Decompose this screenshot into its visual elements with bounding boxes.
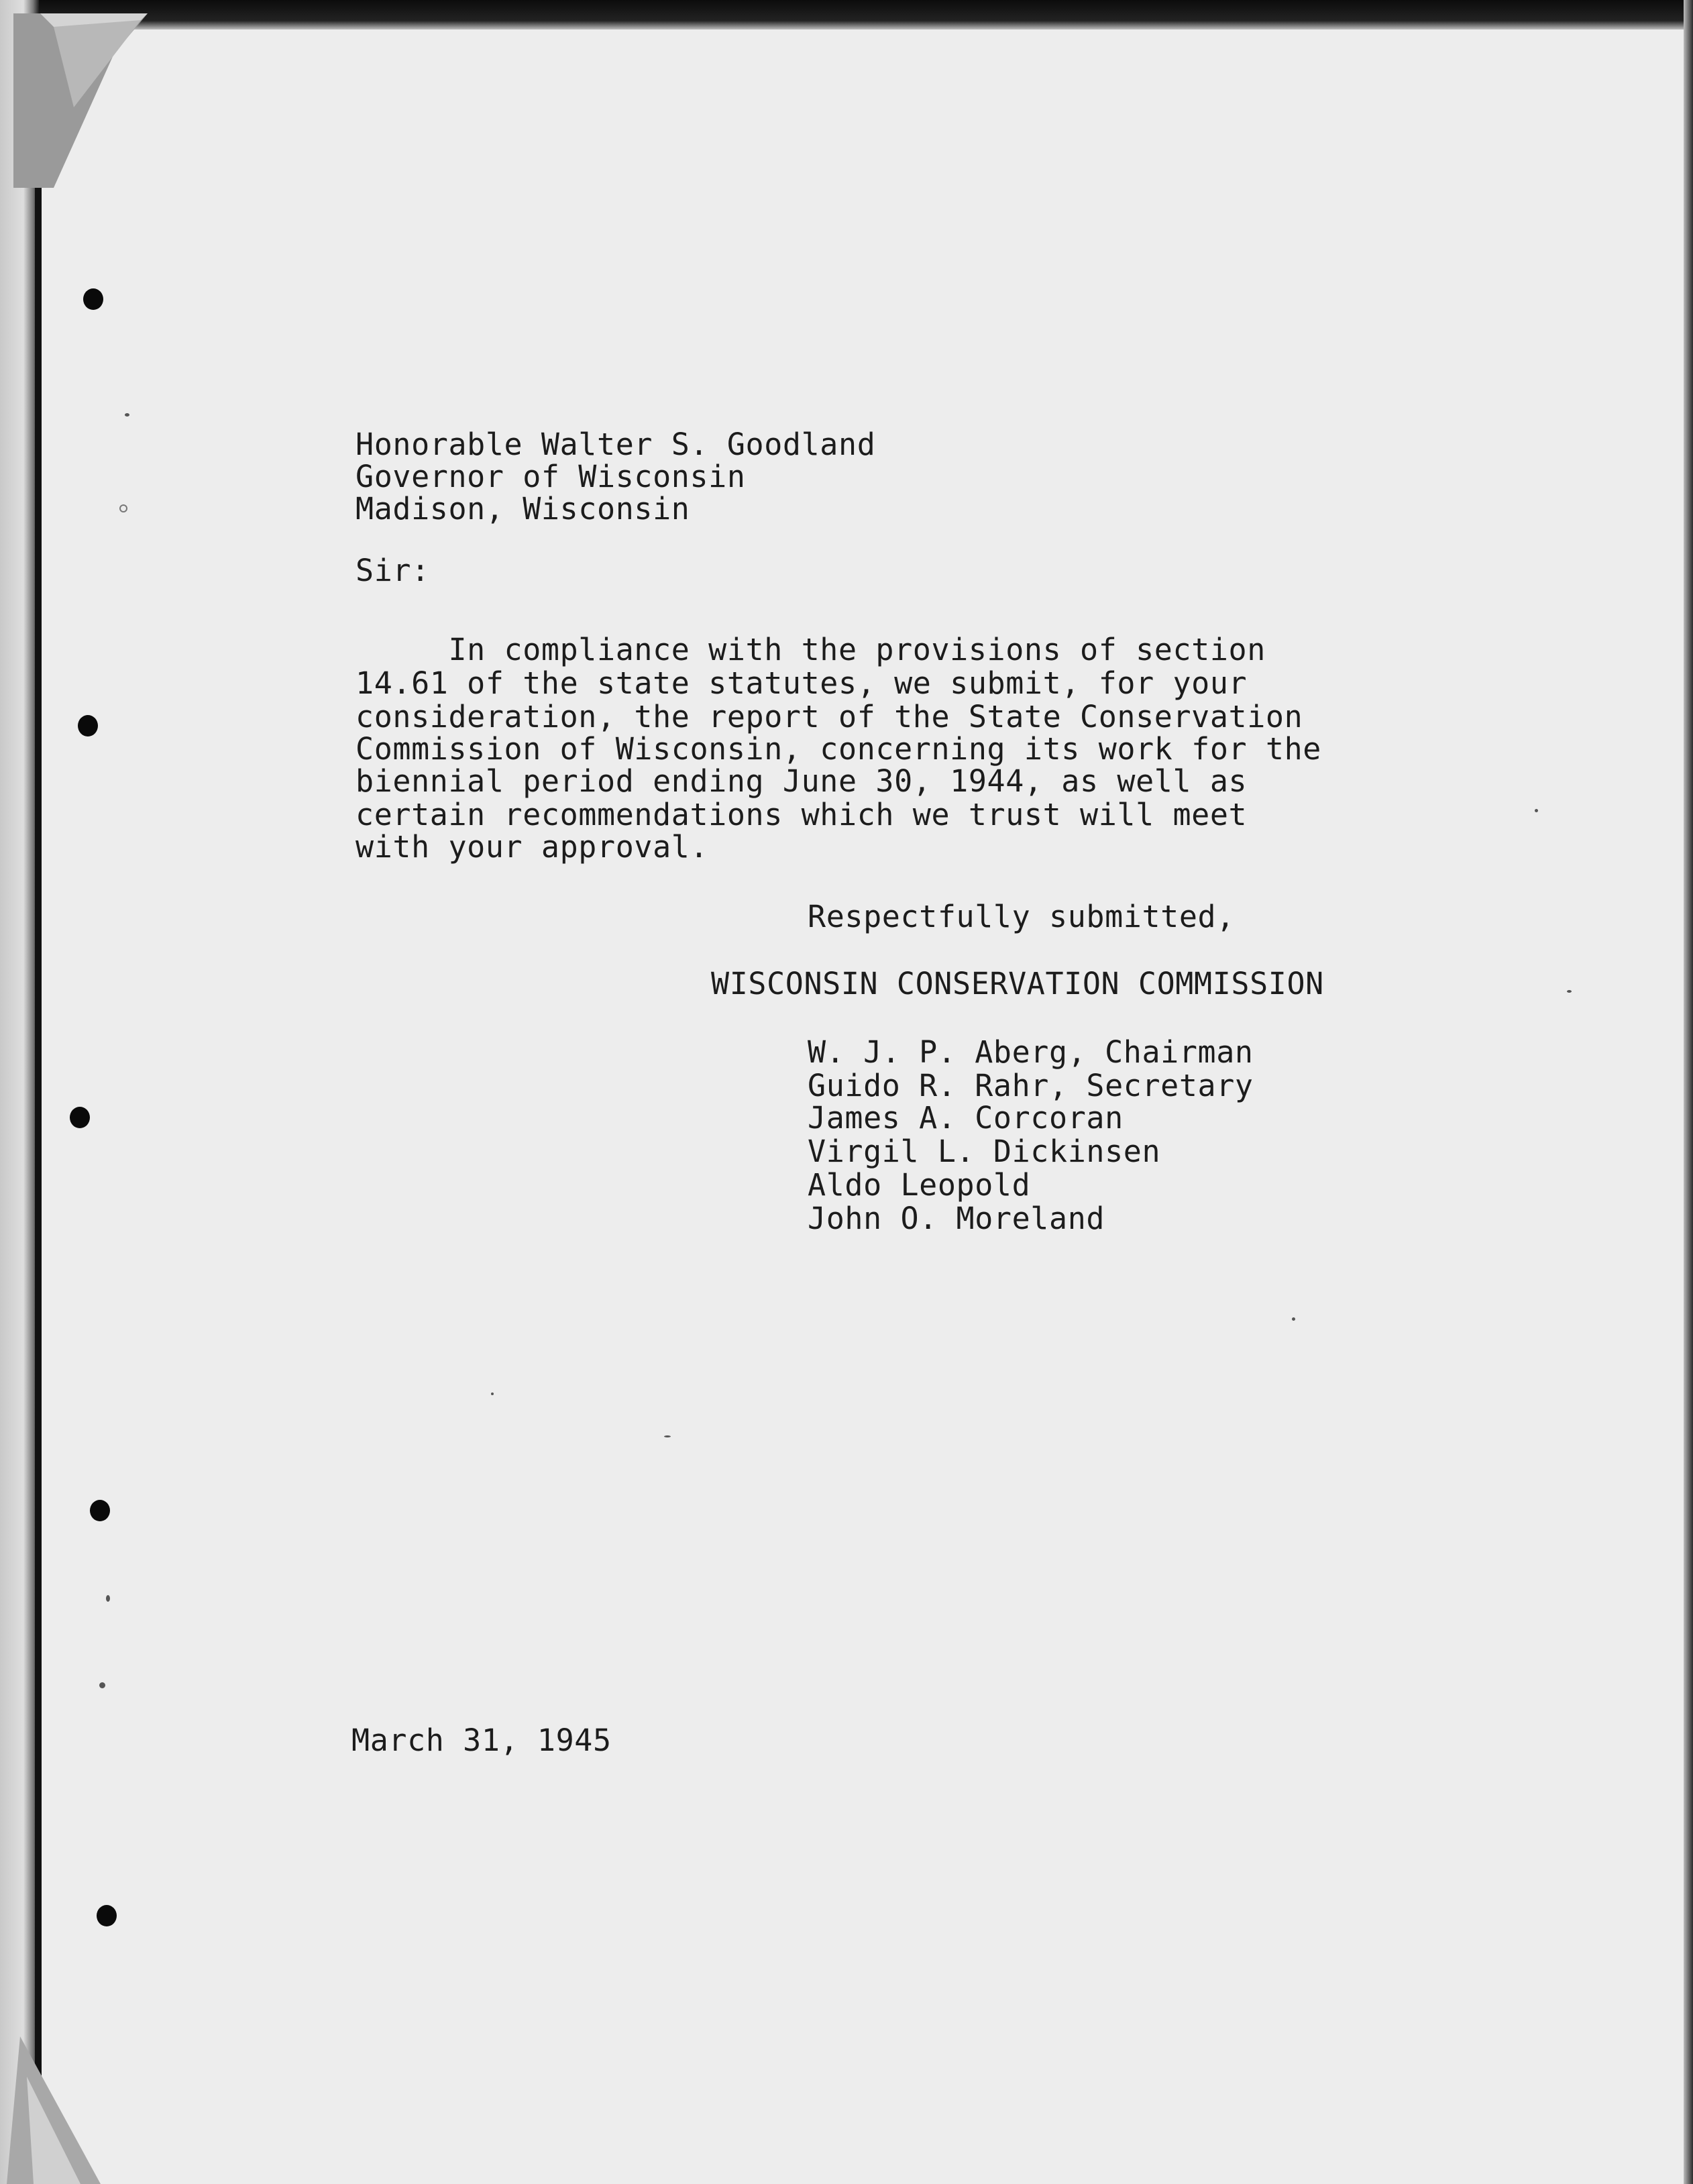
letter-date: March 31, 1945 — [351, 1723, 612, 1758]
paper-speck — [106, 1595, 110, 1602]
binding-strip — [0, 0, 39, 2184]
recipient-name: Honorable Walter S. Goodland — [356, 427, 876, 462]
body-line: 14.61 of the state statutes, we submit, for your — [356, 665, 1248, 701]
organization-name: WISCONSIN CONSERVATION COMMISSION — [711, 966, 1324, 1001]
paper-speck — [1292, 1317, 1295, 1321]
folded-corner-top — [13, 13, 148, 188]
binder-hole — [90, 1500, 110, 1521]
signatory: John O. Moreland — [808, 1201, 1105, 1236]
binder-hole — [70, 1107, 90, 1128]
binder-hole — [97, 1905, 117, 1926]
binding-line — [35, 20, 42, 2184]
scan-right-edge — [1684, 0, 1693, 2184]
body-line: biennial period ending June 30, 1944, as well as — [356, 763, 1248, 799]
paper-speck — [1567, 990, 1572, 993]
signatory: Aldo Leopold — [808, 1167, 1031, 1203]
closing: Respectfully submitted, — [808, 899, 1235, 934]
body-line: In compliance with the provisions of section — [356, 632, 1266, 667]
body-line: consideration, the report of the State Conservation — [356, 699, 1303, 734]
body-line: with your approval. — [356, 829, 709, 865]
signatory: James A. Corcoran — [808, 1100, 1124, 1136]
paper-speck — [119, 504, 127, 512]
folded-corner-bottom — [7, 2036, 101, 2184]
paper-speck — [99, 1682, 105, 1688]
binder-hole — [78, 715, 98, 736]
body-line: Commission of Wisconsin, concerning its work for the — [356, 731, 1321, 767]
recipient-title: Governor of Wisconsin — [356, 459, 746, 494]
paper-speck — [664, 1435, 671, 1437]
recipient-location: Madison, Wisconsin — [356, 491, 690, 527]
signatory: Virgil L. Dickinsen — [808, 1134, 1161, 1169]
paper-speck — [125, 413, 129, 417]
binder-hole — [83, 288, 103, 310]
signatory: W. J. P. Aberg, Chairman — [808, 1034, 1254, 1070]
scan-top-edge — [0, 0, 1693, 30]
salutation: Sir: — [356, 553, 430, 588]
paper-speck — [1535, 809, 1538, 812]
signatory: Guido R. Rahr, Secretary — [808, 1068, 1254, 1103]
body-line: certain recommendations which we trust will meet — [356, 797, 1248, 832]
paper-speck — [491, 1393, 494, 1395]
